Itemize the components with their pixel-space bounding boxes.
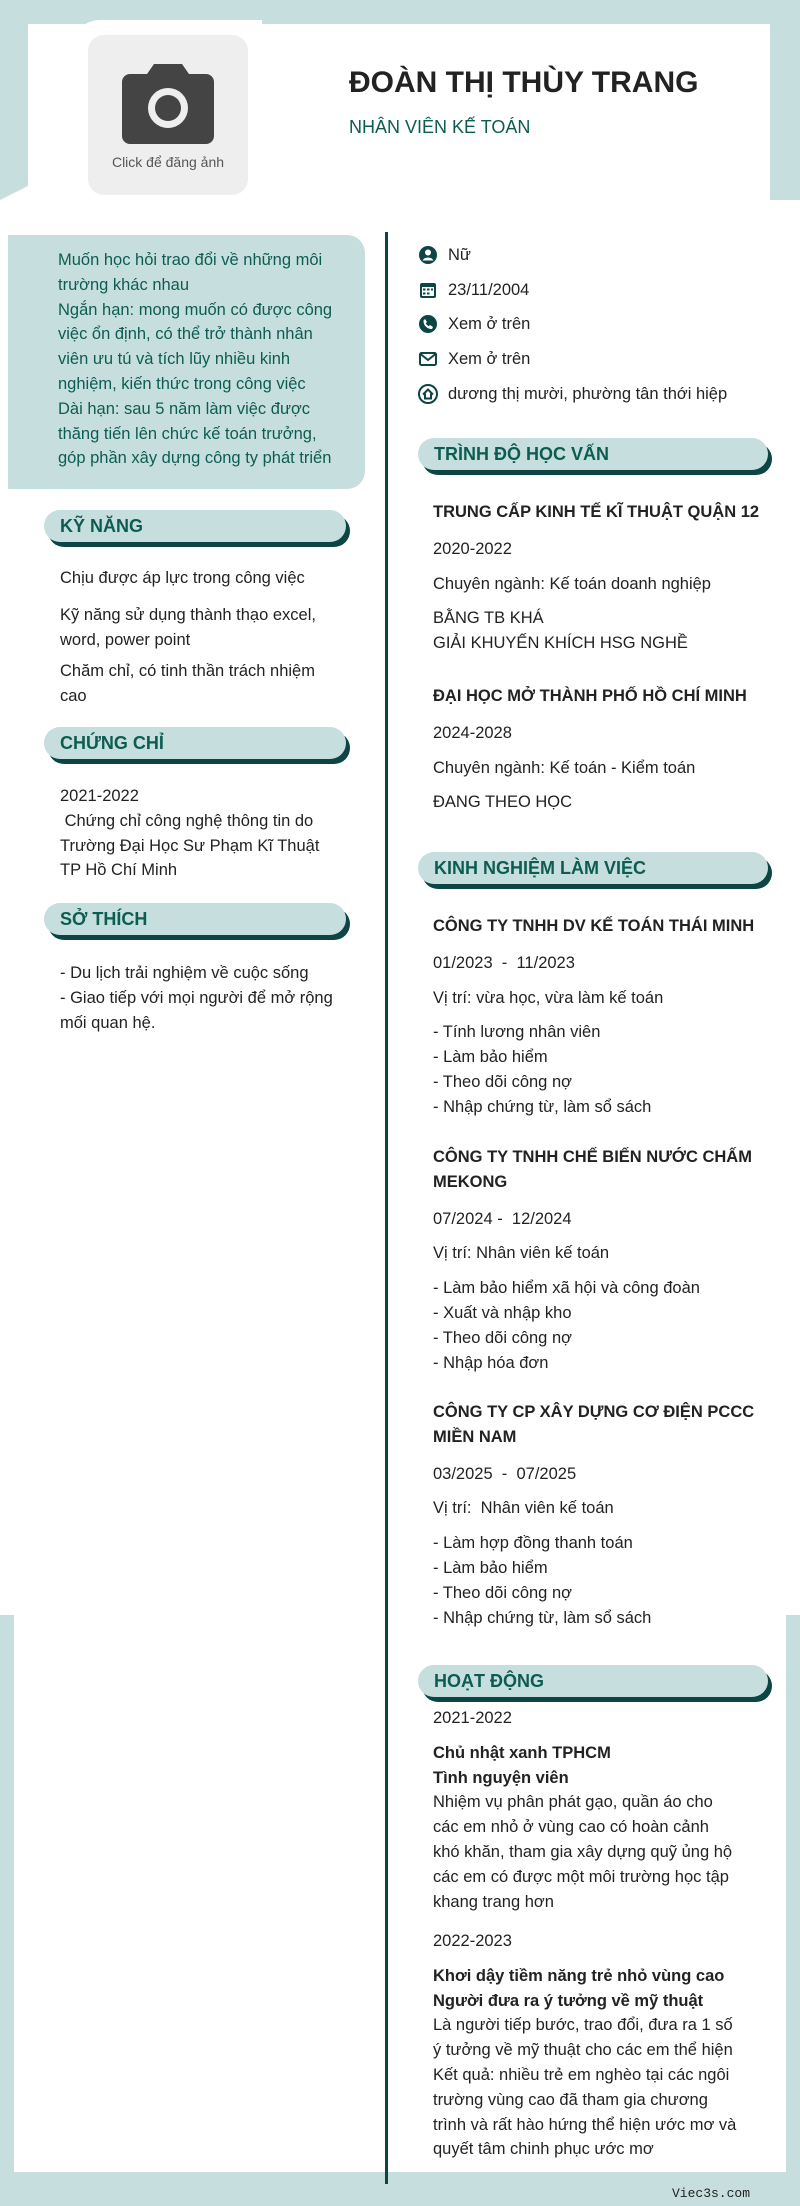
activity-entry: 2022-2023 Khơi dậy tiềm năng trẻ nhỏ vùng cao Người đưa ra ý tưởng về mỹ thuật Là người tiếp bước, trao đổi, đưa ra 1 số ý tưởng về mỹ thuật cho các em thể hiện Kết quả: nhiều trẻ em nghèo tại các ngôi trường vùng cao đã tham gia chương trình và rất hào hứng thể hiện ước mơ và quyết tâm chinh phục ước mơ [433, 1932, 737, 2159]
skill-item: Chịu được áp lực trong công việc [60, 569, 305, 587]
info-phone: Xem ở trên [418, 311, 530, 337]
activity-entry: 2021-2022 Chủ nhật xanh TPHCM Tình nguyện viên Nhiệm vụ phân phát gạo, quần áo cho các em nhỏ ở vùng cao có hoàn cảnh khó khăn, tham gia xây dựng quỹ ủng hộ các em có được một môi trường học tập khang trang hơn [433, 1709, 733, 1911]
hobbies-heading: SỞ THÍCH [44, 903, 346, 935]
experience-entry: CÔNG TY TNHH CHẾ BIẾN NƯỚC CHẤM MEKONG 07/2024 - 12/2024 Vị trí: Nhân viên kế toán - Làm bảo hiểm xã hội và công đoàn - Xuất và nhập kho - Theo dõi công nợ - Nhập hóa đơn [433, 1148, 752, 1372]
info-address: dương thị mười, phường tân thới hiệp [418, 381, 727, 407]
certificates-heading: CHỨNG CHỈ [44, 727, 346, 759]
photo-upload[interactable] [88, 35, 248, 195]
job-title: NHÂN VIÊN KẾ TOÁN [349, 117, 531, 137]
candidate-name: ĐOÀN THỊ THÙY TRANG [349, 66, 699, 99]
education-heading: TRÌNH ĐỘ HỌC VẤN [418, 438, 768, 470]
objective-text: Muốn học hỏi trao đổi về những môi trường khác nhau Ngắn hạn: mong muốn có được công việc ổn định, có thể trở thành nhân viên ưu tú và tích lũy nhiều kinh nghiệm, kiến thức trong công việc Dài hạn: sau 5 năm làm việc được thăng tiến lên chức kế toán trưởng, góp phần xây dựng công ty phát triển [58, 251, 333, 468]
photo-label: Click để đăng ảnh [111, 154, 225, 170]
info-gender: Nữ [418, 242, 471, 268]
certificate-entry: 2021-2022 Chứng chỉ công nghệ thông tin do Trường Đại Học Sư Phạm Kĩ Thuật TP Hồ Chí Minh [60, 787, 320, 880]
home-icon [418, 384, 438, 404]
skill-item: Kỹ năng sử dụng thành thạo excel, word, power point [60, 606, 316, 649]
education-entry: TRUNG CẤP KINH TẾ KĨ THUẬT QUẬN 12 2020-2022 Chuyên ngành: Kế toán doanh nghiệp BẰNG TB KHÁ GIẢI KHUYẾN KHÍCH HSG NGHỀ [433, 503, 760, 653]
camera-icon [120, 60, 216, 146]
info-dob: 23/11/2004 [418, 277, 529, 303]
left-border [0, 1615, 14, 2175]
column-divider [385, 232, 388, 2184]
email-icon [418, 349, 438, 369]
hobbies-list: - Du lịch trải nghiệm về cuộc sống - Giao tiếp với mọi người để mở rộng mối quan hệ. [60, 964, 333, 1032]
phone-icon [418, 314, 438, 334]
education-entry: ĐẠI HỌC MỞ THÀNH PHỐ HỒ CHÍ MINH 2024-2028 Chuyên ngành: Kế toán - Kiểm toán ĐANG THEO HỌC [433, 687, 747, 812]
user-icon [418, 245, 438, 265]
skill-item: Chăm chỉ, có tinh thần trách nhiệm cao [60, 662, 315, 705]
experience-entry: CÔNG TY CP XÂY DỰNG CƠ ĐIỆN PCCC MIỀN NAM 03/2025 - 07/2025 Vị trí: Nhân viên kế toán - Làm hợp đồng thanh toán - Làm bảo hiểm - Theo dõi công nợ - Nhập chứng từ, làm sổ sách [433, 1403, 755, 1627]
activities-heading: HOẠT ĐỘNG [418, 1665, 768, 1697]
footer-brand[interactable]: Viec3s.com [672, 2186, 751, 2201]
experience-heading: KINH NGHIỆM LÀM VIỆC [418, 852, 768, 884]
calendar-icon [418, 280, 438, 300]
info-email: Xem ở trên [418, 346, 530, 372]
right-border [786, 1615, 800, 2175]
skills-heading: KỸ NĂNG [44, 510, 346, 542]
experience-entry: CÔNG TY TNHH DV KẾ TOÁN THÁI MINH 01/2023 - 11/2023 Vị trí: vừa học, vừa làm kế toán - Tính lương nhân viên - Làm bảo hiểm - Theo dõi công nợ - Nhập chứng từ, làm sổ sách [433, 917, 755, 1116]
